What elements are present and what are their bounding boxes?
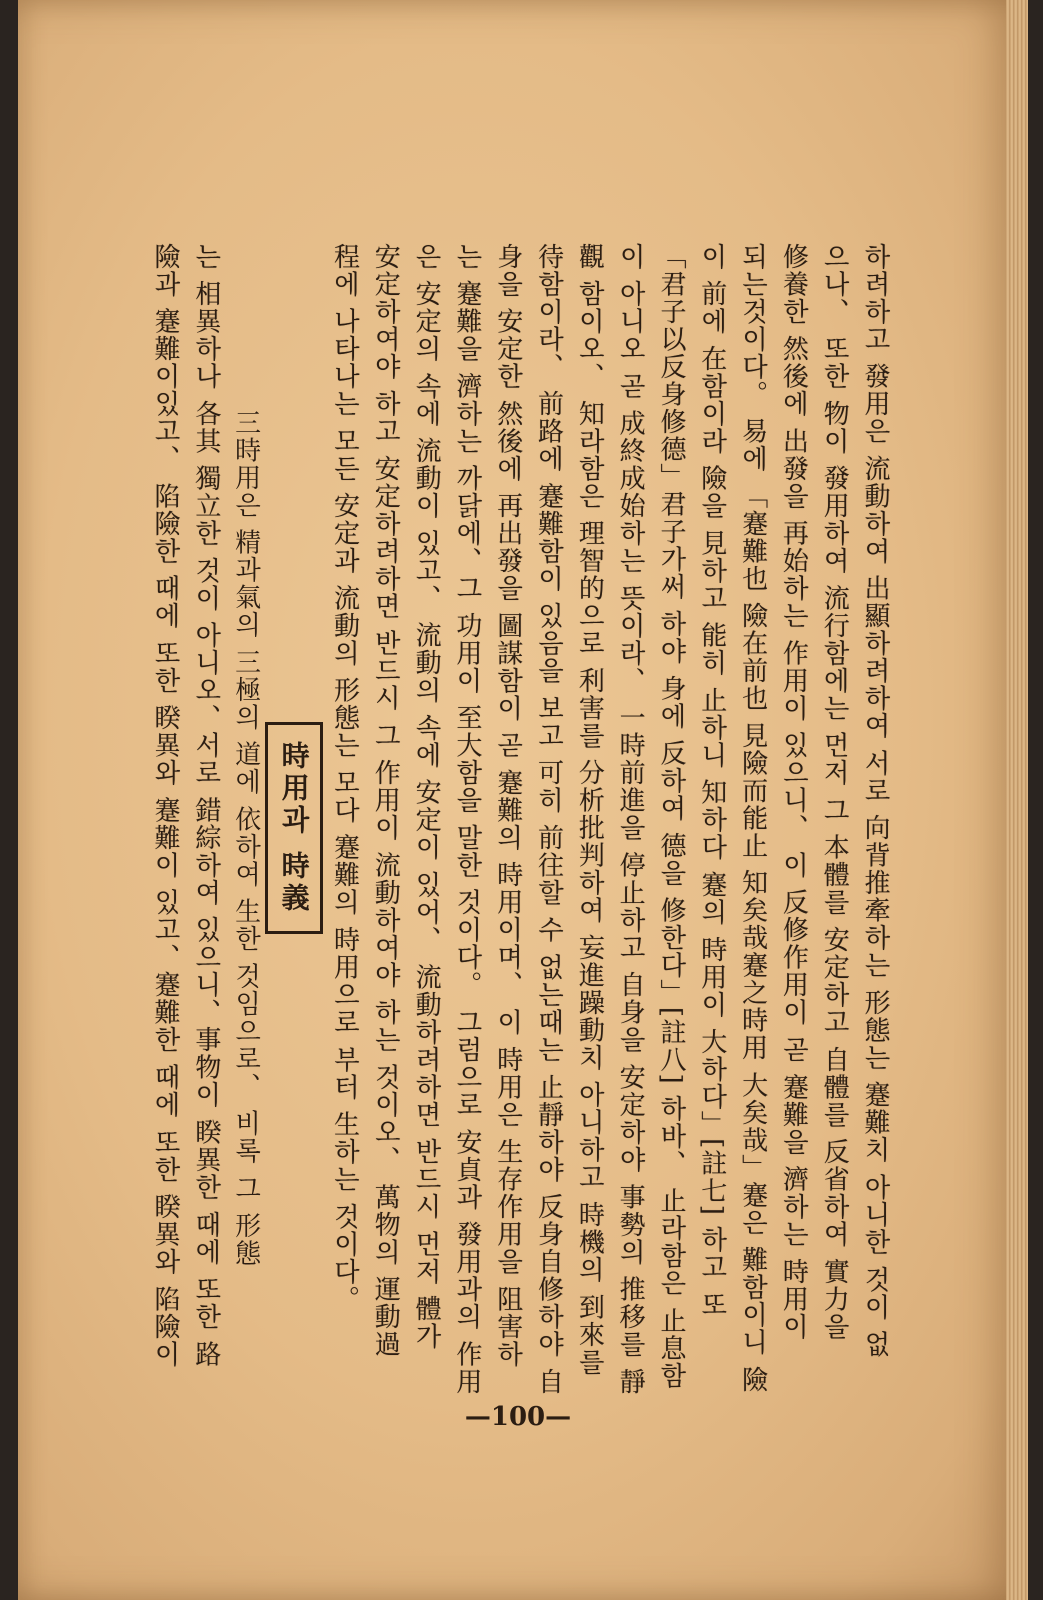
page-number: —100— [464, 1402, 572, 1432]
text-column: 이 아니오 곧 成終成始하는 뜻이라、 一時前進을 停止하고 自身을 安定하야 事勢의 推移를 靜 [615, 243, 646, 1396]
text-column: 는 相異하나 各其 獨立한 것이 아니오、서로 錯綜하여 있으니、事物이 睽異한 때에 또한 路 [190, 243, 221, 1368]
text-column: 安定하여야 하고 安定하려하면 반드시 그 作用이 流動하여야 하는 것이오、 萬物의 運動過 [370, 243, 401, 1359]
book-page [18, 0, 1028, 1600]
body-text [146, 243, 894, 1413]
text-column: 으나、 또한 物이 發用하여 流行함에는 먼저 그 本體를 安定하고 自體를 反省하여 實力을 [819, 243, 850, 1341]
text-column: 修養한 然後에 出發을 再始하는 作用이 있으니、 이 反修作用이 곧 蹇難을 濟하는 時用이 [778, 243, 809, 1341]
text-column: 는 蹇難을 濟하는 까닭에、그 功用이 至大함을 말한 것이다。 그럼으로 安貞과 發用과의 作用 [451, 243, 482, 1396]
text-column: 「君子以反身修德」君子가써 하야 身에 反하여 德을 修한다」[註八] 하바、 止라함은 止息함 [655, 243, 686, 1390]
text-column: 되는것이다。 易에 「蹇難也 險在前也 見險而能止 知矣哉蹇之時用 大矣哉」蹇은 難함이니 險 [737, 243, 768, 1394]
text-column: 이 前에 在함이라 險을 見하고 能히 止하니 知하다 蹇의 時用이 大하다」[註七] 하고 또 [696, 243, 727, 1319]
text-column: 險과 蹇難이있고、 陷險한 때에 또한 睽異와 蹇難이 있고、蹇難한 때에 또한 睽異와 陷險이 [150, 243, 180, 1368]
section-first-line: 三時用은 精과氣의 三極의 道에 依하여 生한 것임으로、 비록 그 形態 [230, 409, 261, 1267]
text-column: 待함이라、 前路에 蹇難함이 있음을 보고 可히 前往할 수 없는때는 止靜하야 反身自修하야 自 [533, 243, 564, 1396]
section-heading-column [228, 243, 323, 1413]
text-column: 程에 나타나는 모든 安定과 流動의 形態는 모다 蹇難의 時用으로 부터 生하는 것이다。 [329, 243, 360, 1313]
text-column: 身을 安定한 然後에 再出發을 圖謀함이 곧 蹇難의 時用이며、 이 時用은 生存作用을 阻害하 [492, 243, 523, 1368]
section-heading: 時用과 時義 [265, 722, 323, 934]
page-edge [1006, 0, 1028, 1600]
text-column: 하려하고 發用은 流動하여 出顯하려하여 서로 向背推牽하는 形態는 蹇難치 아니한 것이 없 [860, 243, 890, 1359]
text-column: 은 安定의 속에 流動이 있고、 流動의 속에 安定이 있어、 流動하려하면 반드시 먼저 體가 [411, 243, 442, 1351]
text-column: 觀 함이오、 知라함은 理智的으로 利害를 分析批判하여 妄進躁動치 아니하고 時機의 到來를 [574, 243, 605, 1376]
